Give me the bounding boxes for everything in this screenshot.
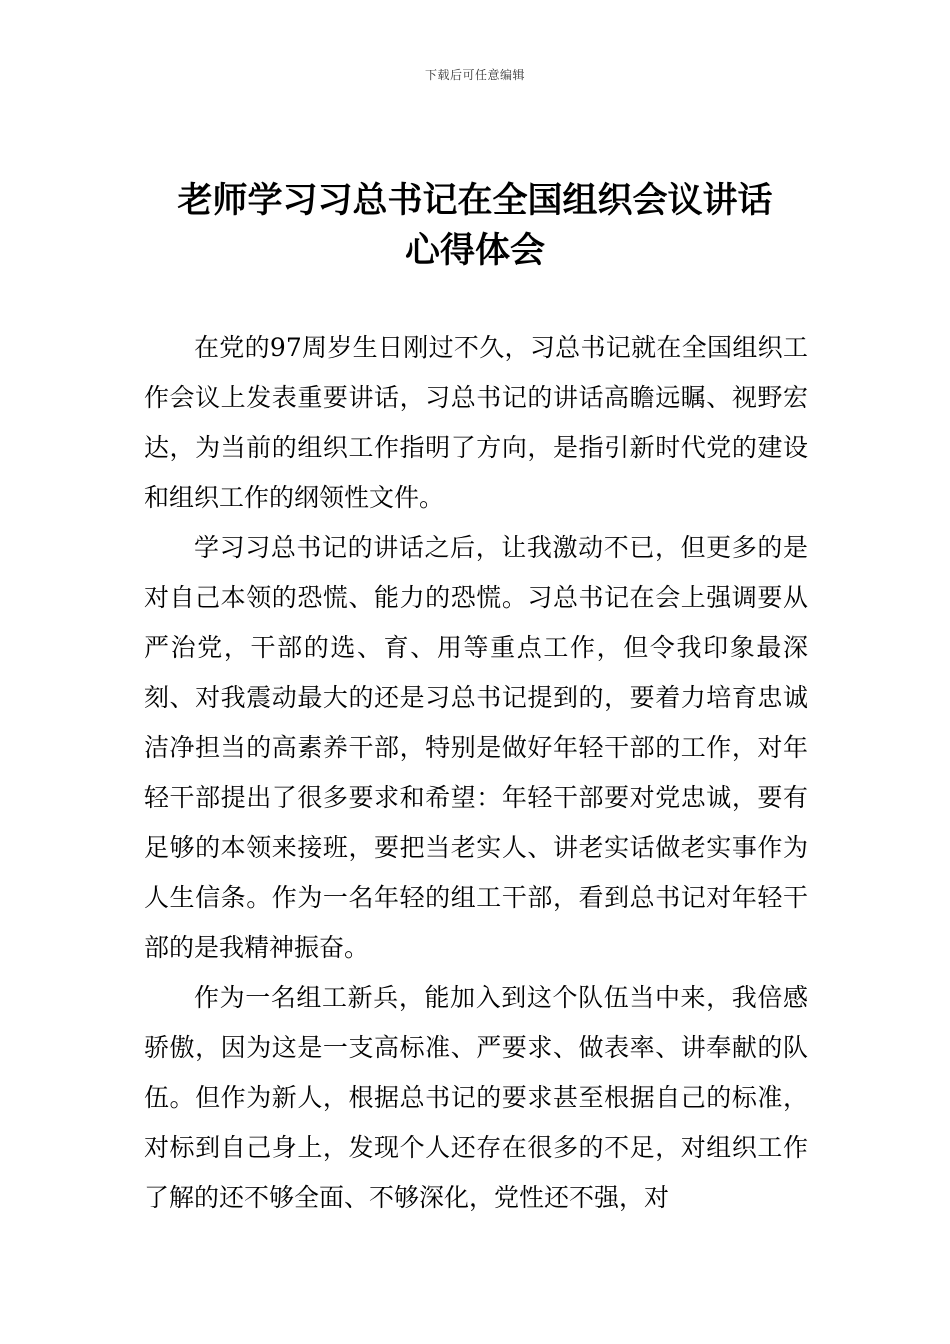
title-line-1: 老师学习习总书记在全国组织会议讲话: [177, 181, 773, 221]
document-title: [120, 176, 830, 276]
header-note: 下载后可任意编辑: [424, 68, 525, 82]
paragraph-1: 在党的97周岁生日刚过不久，习总书记就在全国组织工作会议上发表重要讲话，习总书记的讲话高瞻远瞩、视野宏达，为当前的组织工作指明了方向，是指引新时代党的建设和组织工作的纲领性文件。: [144, 333, 808, 512]
paragraph-2: 学习习总书记的讲话之后，让我激动不已，但更多的是对自己本领的恐慌、能力的恐慌。习总书记在会上强调要从严治党，干部的选、育、用等重点工作，但令我印象最深刻、对我震动最大的还是习总书记提到的，要着力培育忠诚洁净担当的高素养干部，特别是做好年轻干部的工作，对年轻干部提出了很多要求和希望：年轻干部要对党忠诚，要有足够的本领来接班，要把当老实人、讲老实话做老实事作为人生信条。作为一名年轻的组工干部，看到总书记对年轻干部的是我精神振奋。: [144, 533, 808, 962]
document-body: [144, 323, 808, 1223]
title-line-2: 心得体会: [404, 231, 545, 271]
paragraph-3: 作为一名组工新兵，能加入到这个队伍当中来，我倍感骄傲，因为这是一支高标准、严要求、做表率、讲奉献的队伍。但作为新人，根据总书记的要求甚至根据自己的标准，对标到自己身上，发现个人还存在很多的不足，对组织工作了解的还不够全面、不够深化，党性还不强，对: [144, 983, 808, 1212]
